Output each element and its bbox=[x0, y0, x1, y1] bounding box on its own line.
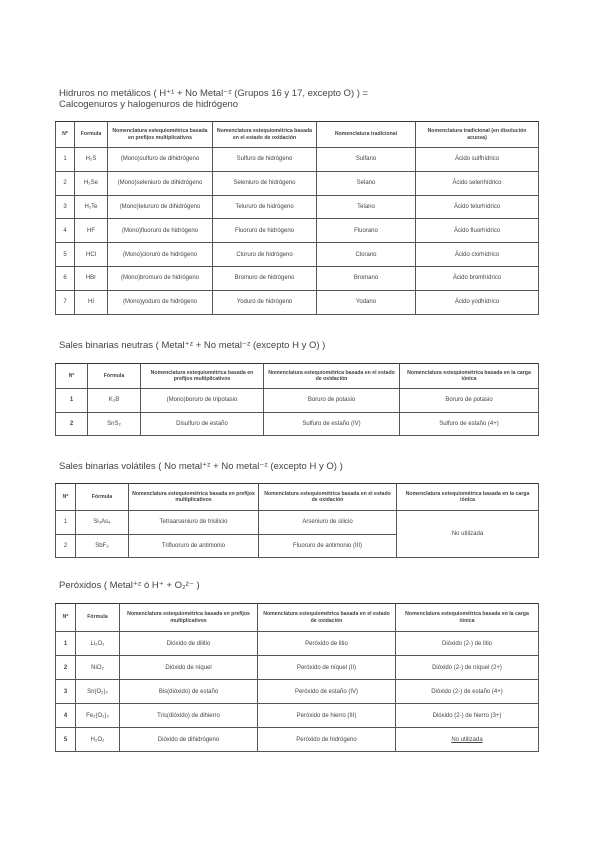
table-cell: Trifluoruro de antimonio bbox=[129, 534, 259, 558]
table-cell: Tris(dióxido) de dihierro bbox=[120, 704, 258, 728]
formula-cell: Sn(O₂)₂ bbox=[76, 680, 120, 704]
column-header: Fórmula bbox=[88, 364, 141, 389]
table-cell: Disulfuro de estaño bbox=[141, 412, 264, 436]
table-cell: Dióxido (2-) de níquel (2+) bbox=[396, 656, 539, 680]
table-cell: Ácido selenhídrico bbox=[416, 171, 539, 195]
formula-cell: SnS₂ bbox=[88, 412, 141, 436]
row-number: 2 bbox=[56, 171, 75, 195]
column-header: Fórmula bbox=[76, 484, 129, 511]
formula-cell: Si₃As₄ bbox=[76, 511, 129, 535]
row-number: 1 bbox=[56, 632, 76, 656]
column-header: Nº bbox=[56, 364, 88, 389]
table-cell: (Mono)sulfuro de dihidrógeno bbox=[108, 148, 213, 172]
table-cell: Ácido sulfhídrico bbox=[416, 148, 539, 172]
table-row bbox=[56, 680, 539, 704]
formula-cell: H₂O₂ bbox=[76, 728, 120, 752]
table-row bbox=[56, 704, 539, 728]
row-number: 2 bbox=[56, 534, 76, 558]
sales-neutras-table bbox=[55, 363, 539, 436]
sales-volatiles-table bbox=[55, 483, 539, 558]
table-cell: Ácido bromhídrico bbox=[416, 266, 539, 290]
formula-cell: Fe₂(O₂)₃ bbox=[76, 704, 120, 728]
column-header: Nomenclatura estequiométrica basada en prefijos multiplicativos bbox=[120, 604, 258, 632]
row-number: 4 bbox=[56, 219, 75, 243]
table-cell: Dióxido (2-) de litio bbox=[396, 632, 539, 656]
formula-cell: H₂Te bbox=[75, 195, 108, 219]
table-row bbox=[56, 171, 539, 195]
formula-cell: K₃B bbox=[88, 389, 141, 413]
column-header: Nomenclatura estequiométrica basada en prefijos multiplicativos bbox=[129, 484, 259, 511]
table-cell: Ácido clorhídrico bbox=[416, 243, 539, 267]
table-cell: (Mono)boruro de tripotasio bbox=[141, 389, 264, 413]
column-header: Nº bbox=[56, 484, 76, 511]
table-cell: Dióxido de dihidrógeno bbox=[120, 728, 258, 752]
table-cell: Tetraarseniuro de trisilicio bbox=[129, 511, 259, 535]
formula-cell: H₂S bbox=[75, 148, 108, 172]
table-cell: (Mono)fluoruro de hidrógeno bbox=[108, 219, 213, 243]
formula-cell: HBr bbox=[75, 266, 108, 290]
hidruros-title-line2: Calcogenuros y halogenuros de hidrógeno bbox=[59, 99, 239, 110]
table-row bbox=[56, 195, 539, 219]
sales-neutras-title: Sales binarias neutras ( Metal⁺ᶻ + No metal⁻ᶻ (excepto H y O) ) bbox=[59, 340, 326, 351]
table-cell: Bis(dióxido) de estaño bbox=[120, 680, 258, 704]
table-row bbox=[56, 389, 539, 413]
table-row bbox=[56, 243, 539, 267]
table-cell: Selano bbox=[317, 171, 416, 195]
peroxidos-table bbox=[55, 603, 539, 752]
table-cell: Fluorano bbox=[317, 219, 416, 243]
table-cell: Sulfuro de estaño (IV) bbox=[264, 412, 400, 436]
table-cell: Telururo de hidrógeno bbox=[213, 195, 317, 219]
column-header: Nomenclatura estequiométrica basada en prefijos multiplicativos bbox=[108, 122, 213, 148]
table-cell: Fluoruro de hidrógeno bbox=[213, 219, 317, 243]
table-cell: Yodano bbox=[317, 290, 416, 314]
column-header: Formula bbox=[75, 122, 108, 148]
row-number: 6 bbox=[56, 266, 75, 290]
column-header: Nº bbox=[56, 604, 76, 632]
merged-note-cell: No utilizada bbox=[397, 511, 539, 558]
table-cell: Arseniuro de silicio bbox=[259, 511, 397, 535]
table-row bbox=[56, 656, 539, 680]
formula-cell: SbF₃ bbox=[76, 534, 129, 558]
row-number: 1 bbox=[56, 389, 88, 413]
row-number: 1 bbox=[56, 511, 76, 535]
table-cell: Peróxido de níquel (II) bbox=[258, 656, 396, 680]
table-cell: (Mono)bromuro de hidrógeno bbox=[108, 266, 213, 290]
table-row bbox=[56, 219, 539, 243]
formula-cell: HF bbox=[75, 219, 108, 243]
row-number: 5 bbox=[56, 728, 76, 752]
row-number: 2 bbox=[56, 656, 76, 680]
formula-cell: HI bbox=[75, 290, 108, 314]
column-header: Nomenclatura estequiométrica basada en el estado de oxidación bbox=[259, 484, 397, 511]
peroxidos-title: Peróxidos ( Metal⁺ᶻ ó H⁺ + O₂²⁻ ) bbox=[59, 580, 200, 591]
table-cell: (Mono)telururo de dihidrógeno bbox=[108, 195, 213, 219]
row-number: 7 bbox=[56, 290, 75, 314]
table-cell: Sulfano bbox=[317, 148, 416, 172]
header-row bbox=[56, 364, 539, 389]
row-number: 2 bbox=[56, 412, 88, 436]
table-cell: Boruro de potasio bbox=[400, 389, 539, 413]
table-row bbox=[56, 148, 539, 172]
column-header: Nomenclatura estequiométrica basada en prefijos multiplicativos bbox=[141, 364, 264, 389]
row-number: 3 bbox=[56, 195, 75, 219]
column-header: Nomenclatura estequiométrica basada en la carga iónica bbox=[400, 364, 539, 389]
row-number: 5 bbox=[56, 243, 75, 267]
table-cell: Dióxido (2-) de hierro (3+) bbox=[396, 704, 539, 728]
table-cell: Clorano bbox=[317, 243, 416, 267]
column-header: Nomenclatura tradicional bbox=[317, 122, 416, 148]
table-cell: Seleniuro de hidrógeno bbox=[213, 171, 317, 195]
table-cell: Boruro de potasio bbox=[264, 389, 400, 413]
table-cell: Ácido telurhídrico bbox=[416, 195, 539, 219]
table-cell: Peróxido de hierro (III) bbox=[258, 704, 396, 728]
header-row bbox=[56, 604, 539, 632]
sales-volatiles-title: Sales binarias volátiles ( No metal⁺ᶻ + No metal⁻ᶻ (excepto H y O) ) bbox=[59, 461, 343, 472]
table-row bbox=[56, 412, 539, 436]
table-cell: Peróxido de estaño (IV) bbox=[258, 680, 396, 704]
table-cell: Bromuro de hidrógeno bbox=[213, 266, 317, 290]
table-cell: Peróxido de litio bbox=[258, 632, 396, 656]
table-cell: Dióxido de níquel bbox=[120, 656, 258, 680]
table-row bbox=[56, 266, 539, 290]
column-header: Nomenclatura estequiométrica basada en la carga iónica bbox=[396, 604, 539, 632]
column-header: Nomenclatura estequiométrica basada en la carga iónica bbox=[397, 484, 539, 511]
table-cell: Ácido yodhídrico bbox=[416, 290, 539, 314]
table-row bbox=[56, 290, 539, 314]
table-row bbox=[56, 511, 539, 535]
table-cell: (Mono)cloruro de hidrógeno bbox=[108, 243, 213, 267]
table-cell: Fluoruro de antimonio (III) bbox=[259, 534, 397, 558]
table-cell: (Mono)seleniuro de dihidrógeno bbox=[108, 171, 213, 195]
column-header: Fórmula bbox=[76, 604, 120, 632]
row-number: 4 bbox=[56, 704, 76, 728]
table-row bbox=[56, 632, 539, 656]
column-header: Nomenclatura estequiométrica basada en el estado de oxidación bbox=[258, 604, 396, 632]
table-cell: Bromano bbox=[317, 266, 416, 290]
formula-cell: Li₂O₂ bbox=[76, 632, 120, 656]
formula-cell: NiO₂ bbox=[76, 656, 120, 680]
hidruros-table bbox=[55, 121, 539, 315]
table-cell: Dióxido de dilitio bbox=[120, 632, 258, 656]
row-number: 1 bbox=[56, 148, 75, 172]
table-cell: Sulfuro de hidrógeno bbox=[213, 148, 317, 172]
hidruros-title-line1: Hidruros no metálicos ( H⁺¹ + No Metal⁻ᶻ (Grupos 16 y 17, excepto O) ) = bbox=[59, 88, 369, 99]
header-row bbox=[56, 484, 539, 511]
formula-cell: HCl bbox=[75, 243, 108, 267]
table-cell: Ácido fluorhídrico bbox=[416, 219, 539, 243]
table-cell: Sulfuro de estaño (4+) bbox=[400, 412, 539, 436]
column-header: Nomenclatura estequiométrica basada en el estado de oxidación bbox=[213, 122, 317, 148]
formula-cell: H₂Se bbox=[75, 171, 108, 195]
table-cell: Yoduro de hidrógeno bbox=[213, 290, 317, 314]
row-number: 3 bbox=[56, 680, 76, 704]
header-row bbox=[56, 122, 539, 148]
column-header: Nº bbox=[56, 122, 75, 148]
table-cell: No utilizada bbox=[396, 728, 539, 752]
table-cell: Peróxido de hidrógeno bbox=[258, 728, 396, 752]
column-header: Nomenclatura estequiométrica basada en el estado de oxidación bbox=[264, 364, 400, 389]
table-cell: Cloruro de hidrógeno bbox=[213, 243, 317, 267]
table-row bbox=[56, 728, 539, 752]
table-cell: Dióxido (2-) de estaño (4+) bbox=[396, 680, 539, 704]
table-cell: Telano bbox=[317, 195, 416, 219]
column-header: Nomenclatura tradicional (en disolución acuosa) bbox=[416, 122, 539, 148]
table-cell: (Mono)yoduro de hidrógeno bbox=[108, 290, 213, 314]
